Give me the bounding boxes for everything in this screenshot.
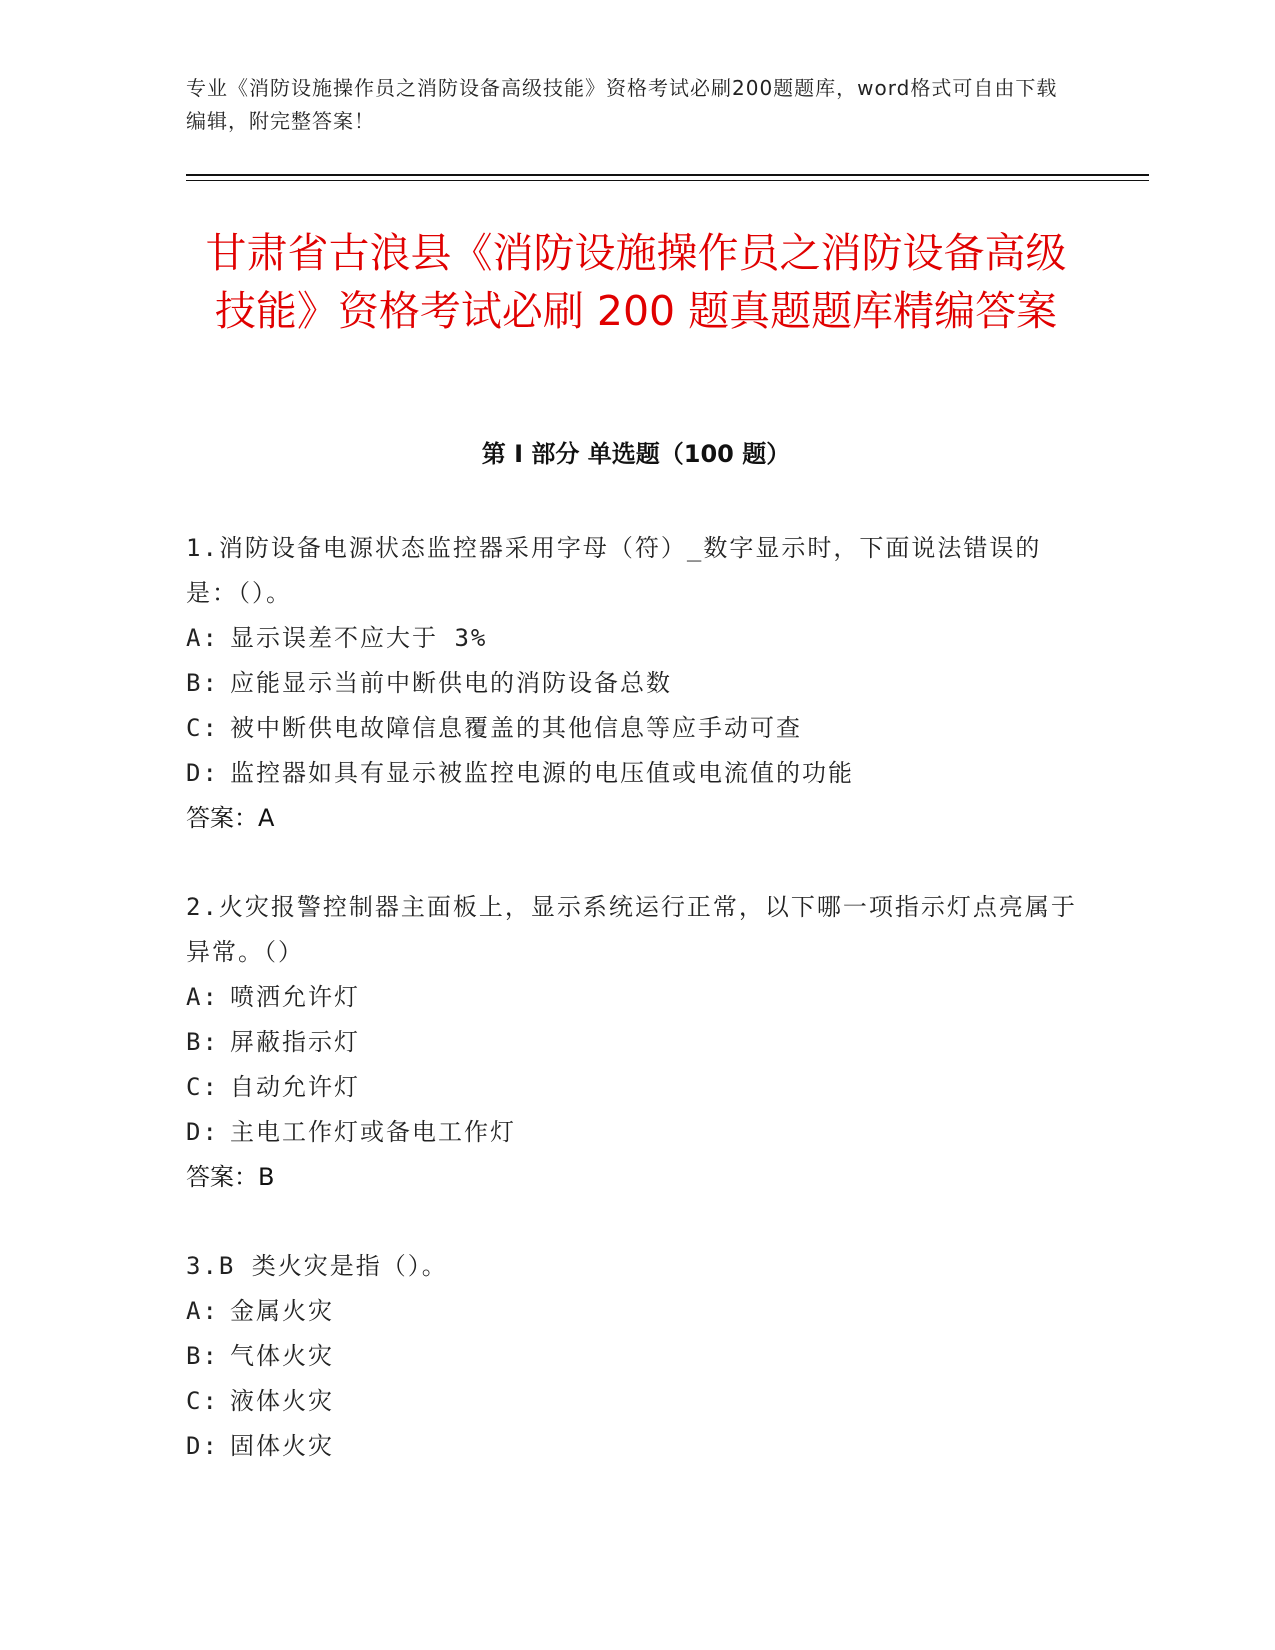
question-item: [186, 1244, 1086, 1469]
question-option: [186, 616, 1086, 661]
header-note: 专业《消防设施操作员之消防设备高级技能》资格考试必刷200题题库，word格式可自由下载编辑，附完整答案！: [186, 76, 1058, 133]
question-option: [186, 1110, 1086, 1155]
question-answer: 答案：A: [186, 804, 275, 832]
option-key: A:: [186, 624, 219, 652]
option-key: B:: [186, 1028, 219, 1056]
option-text: 监控器如具有显示被监控电源的电压值或电流值的功能: [230, 759, 854, 787]
question-option: [186, 706, 1086, 751]
question-list: [186, 526, 1086, 1513]
option-text: 自动允许灯: [230, 1073, 360, 1101]
option-text: 金属火灾: [230, 1297, 334, 1325]
option-text: 液体火灾: [230, 1387, 334, 1415]
question-option: [186, 661, 1086, 706]
question-item: [186, 885, 1086, 1200]
question-stem: 2.火灾报警控制器主面板上，显示系统运行正常，以下哪一项指示灯点亮属于异常。（）: [186, 893, 1077, 966]
option-key: D:: [186, 1432, 219, 1460]
option-key: C:: [186, 1387, 219, 1415]
header-divider-thin: [186, 180, 1149, 181]
question-option: [186, 1289, 1086, 1334]
header-divider-thick: [186, 174, 1149, 176]
question-option: [186, 1424, 1086, 1469]
option-text: 屏蔽指示灯: [230, 1028, 360, 1056]
section-heading: 第 I 部分 单选题（100 题）: [481, 440, 791, 468]
question-option: [186, 1334, 1086, 1379]
question-stem: 1.消防设备电源状态监控器采用字母（符）_数字显示时，下面说法错误的是：（）。: [186, 534, 1042, 607]
question-option: [186, 1020, 1086, 1065]
question-option: [186, 975, 1086, 1020]
option-key: A:: [186, 983, 219, 1011]
option-text: 应能显示当前中断供电的消防设备总数: [230, 669, 672, 697]
option-key: D:: [186, 1118, 219, 1146]
option-key: C:: [186, 1073, 219, 1101]
question-option: [186, 1065, 1086, 1110]
option-text: 显示误差不应大于 3%: [230, 624, 488, 652]
option-text: 喷洒允许灯: [230, 983, 360, 1011]
option-key: B:: [186, 669, 219, 697]
question-option: [186, 751, 1086, 796]
option-text: 主电工作灯或备电工作灯: [230, 1118, 516, 1146]
option-key: A:: [186, 1297, 219, 1325]
option-text: 气体火灾: [230, 1342, 334, 1370]
question-stem: 3.B 类火灾是指（）。: [186, 1252, 448, 1280]
option-key: B:: [186, 1342, 219, 1370]
option-key: D:: [186, 759, 219, 787]
question-option: [186, 1379, 1086, 1424]
question-item: [186, 526, 1086, 841]
question-answer: 答案：B: [186, 1163, 275, 1191]
option-text: 固体火灾: [230, 1432, 334, 1460]
option-key: C:: [186, 714, 219, 742]
document-title: 甘肃省古浪县《消防设施操作员之消防设备高级技能》资格考试必刷 200 题真题题库精编答案: [205, 229, 1067, 335]
option-text: 被中断供电故障信息覆盖的其他信息等应手动可查: [230, 714, 802, 742]
